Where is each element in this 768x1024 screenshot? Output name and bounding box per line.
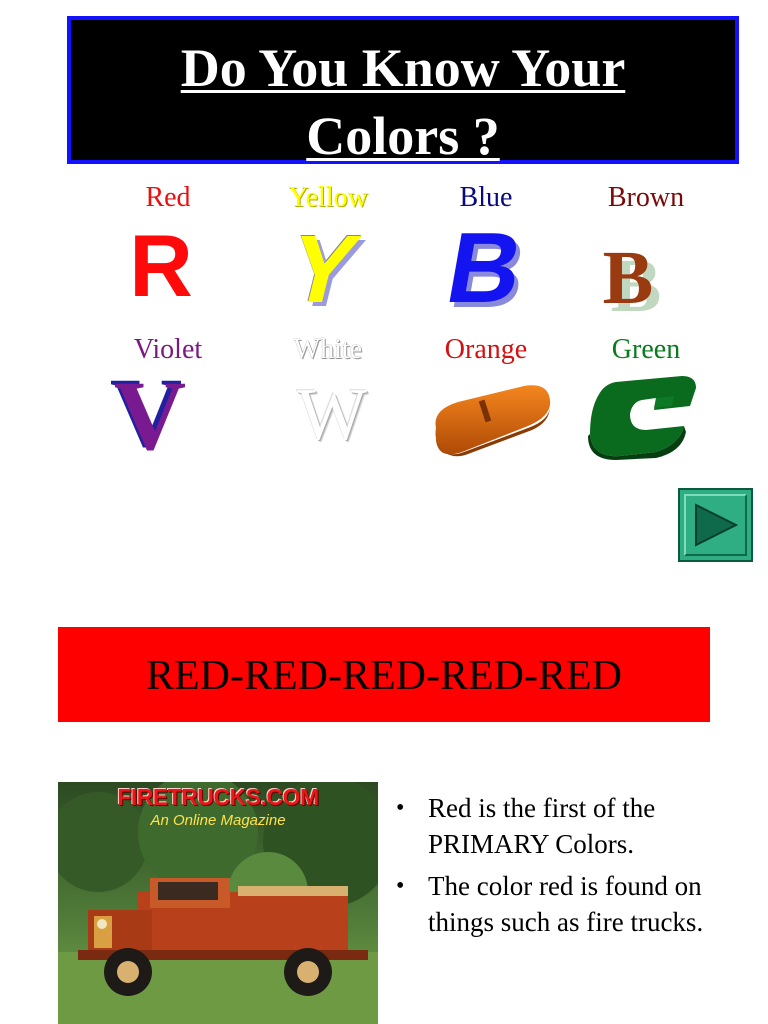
title-line-2: Colors ? bbox=[306, 106, 500, 166]
letter-y-art: Y bbox=[277, 216, 369, 323]
label-orange: Orange bbox=[444, 334, 528, 365]
letter-b-brown-art: B bbox=[602, 236, 654, 320]
photo-brand-text: FIRETRUCKS.COM bbox=[117, 784, 319, 810]
letter-g-art bbox=[586, 372, 698, 460]
page-title bbox=[71, 34, 735, 170]
next-slide-button[interactable] bbox=[678, 488, 753, 562]
photo-tagline-text: An Online Magazine bbox=[150, 812, 286, 829]
label-green: Green bbox=[611, 334, 681, 365]
letter-w-art: W bbox=[297, 374, 367, 456]
label-red: Red bbox=[145, 182, 191, 213]
title-line-1: Do You Know Your bbox=[180, 38, 626, 98]
red-banner-text: RED-RED-RED-RED-RED bbox=[146, 653, 622, 699]
fire-truck-photo bbox=[58, 782, 378, 1024]
label-blue: Blue bbox=[459, 182, 513, 213]
letter-b-blue-art: B bbox=[439, 212, 531, 324]
bullet-item-1: • Red is the first of the PRIMARY Colors. bbox=[396, 790, 736, 862]
red-banner bbox=[58, 627, 710, 722]
label-brown: Brown bbox=[607, 182, 685, 213]
label-white: White bbox=[293, 334, 363, 365]
letter-o-art bbox=[428, 380, 554, 464]
letter-r-art: R bbox=[129, 216, 193, 315]
play-triangle-icon bbox=[692, 503, 740, 547]
label-violet: Violet bbox=[133, 334, 203, 365]
bullet-item-2: • The color red is found on things such as fire trucks. bbox=[396, 868, 736, 940]
bullet-list bbox=[396, 790, 736, 946]
label-yellow: Yellow bbox=[288, 182, 368, 213]
title-box bbox=[67, 16, 739, 164]
letter-v-art: V bbox=[113, 360, 187, 471]
